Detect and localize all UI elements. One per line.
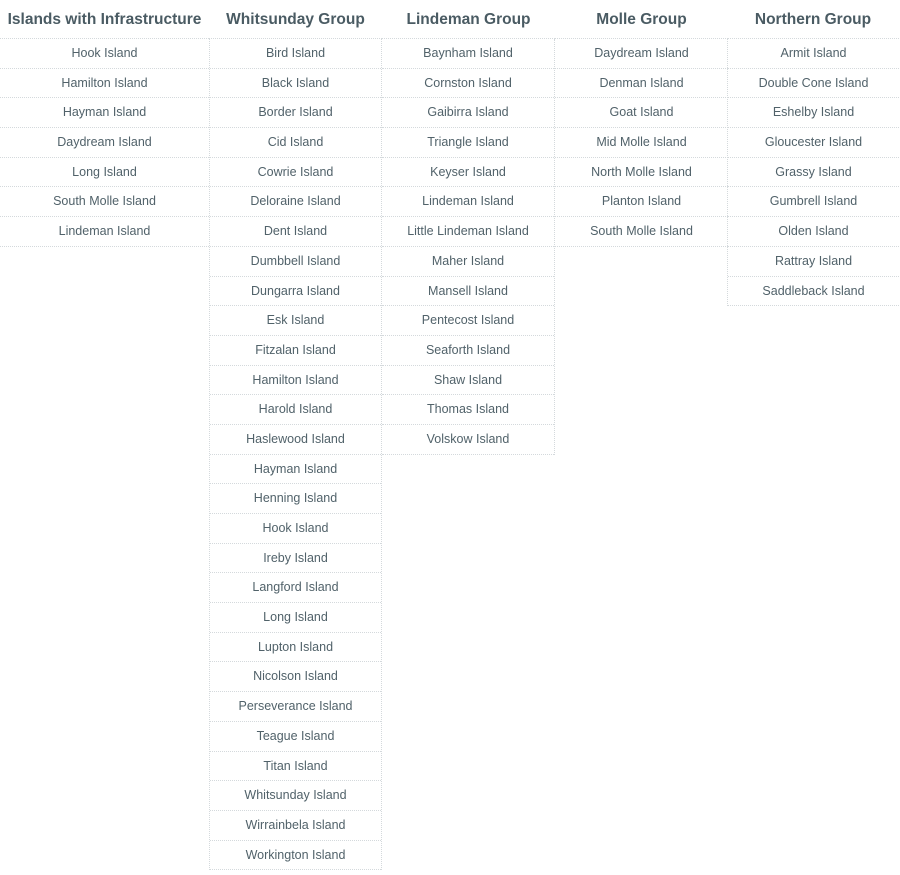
island-item[interactable]: Ireby Island xyxy=(210,544,381,574)
island-item[interactable]: Dent Island xyxy=(210,217,381,247)
island-item[interactable]: Olden Island xyxy=(728,217,899,247)
island-item[interactable]: Shaw Island xyxy=(382,366,554,396)
column-header: Molle Group xyxy=(555,0,728,39)
island-list xyxy=(0,39,209,247)
island-item[interactable]: Daydream Island xyxy=(555,39,728,69)
column-islands-with-infrastructure xyxy=(0,0,209,247)
island-item[interactable]: Henning Island xyxy=(210,484,381,514)
island-item[interactable]: Grassy Island xyxy=(728,158,899,188)
island-list xyxy=(727,39,899,306)
island-item[interactable]: Baynham Island xyxy=(382,39,554,69)
island-item[interactable]: Border Island xyxy=(210,98,381,128)
island-item[interactable]: Hamilton Island xyxy=(0,69,209,99)
island-item[interactable]: South Molle Island xyxy=(555,217,728,247)
island-item[interactable]: Daydream Island xyxy=(0,128,209,158)
island-item[interactable]: Whitsunday Island xyxy=(210,781,381,811)
island-item[interactable]: Cowrie Island xyxy=(210,158,381,188)
island-item[interactable]: Cid Island xyxy=(210,128,381,158)
island-item[interactable]: Lindeman Island xyxy=(0,217,209,247)
island-item[interactable]: Thomas Island xyxy=(382,395,554,425)
island-item[interactable]: Dungarra Island xyxy=(210,277,381,307)
island-item[interactable]: Black Island xyxy=(210,69,381,99)
island-item[interactable]: Lindeman Island xyxy=(382,187,554,217)
island-item[interactable]: Long Island xyxy=(0,158,209,188)
island-item[interactable]: Fitzalan Island xyxy=(210,336,381,366)
island-item[interactable]: Wirrainbela Island xyxy=(210,811,381,841)
column-molle-group xyxy=(555,0,728,247)
island-list xyxy=(555,39,728,247)
column-whitsunday-group xyxy=(209,0,382,870)
island-list xyxy=(209,39,382,870)
island-item[interactable]: Dumbbell Island xyxy=(210,247,381,277)
island-list xyxy=(382,39,555,455)
island-item[interactable]: Perseverance Island xyxy=(210,692,381,722)
island-item[interactable]: Teague Island xyxy=(210,722,381,752)
column-northern-group xyxy=(727,0,899,306)
island-item[interactable]: Hayman Island xyxy=(210,455,381,485)
island-item[interactable]: South Molle Island xyxy=(0,187,209,217)
island-item[interactable]: Hayman Island xyxy=(0,98,209,128)
island-item[interactable]: Cornston Island xyxy=(382,69,554,99)
column-lindeman-group xyxy=(382,0,555,455)
island-item[interactable]: Armit Island xyxy=(728,39,899,69)
island-item[interactable]: Esk Island xyxy=(210,306,381,336)
island-item[interactable]: Double Cone Island xyxy=(728,69,899,99)
island-item[interactable]: Keyser Island xyxy=(382,158,554,188)
island-item[interactable]: Maher Island xyxy=(382,247,554,277)
island-item[interactable]: Hamilton Island xyxy=(210,366,381,396)
island-item[interactable]: Harold Island xyxy=(210,395,381,425)
column-header: Lindeman Group xyxy=(382,0,555,39)
island-item[interactable]: Planton Island xyxy=(555,187,728,217)
island-item[interactable]: Workington Island xyxy=(210,841,381,871)
island-item[interactable]: Titan Island xyxy=(210,752,381,782)
island-item[interactable]: Eshelby Island xyxy=(728,98,899,128)
island-item[interactable]: Rattray Island xyxy=(728,247,899,277)
island-item[interactable]: Volskow Island xyxy=(382,425,554,455)
island-item[interactable]: North Molle Island xyxy=(555,158,728,188)
island-item[interactable]: Mansell Island xyxy=(382,277,554,307)
island-item[interactable]: Gloucester Island xyxy=(728,128,899,158)
island-item[interactable]: Deloraine Island xyxy=(210,187,381,217)
column-header: Islands with Infrastructure xyxy=(0,0,209,39)
column-header: Northern Group xyxy=(727,0,899,39)
island-item[interactable]: Triangle Island xyxy=(382,128,554,158)
island-item[interactable]: Lupton Island xyxy=(210,633,381,663)
island-item[interactable]: Langford Island xyxy=(210,573,381,603)
island-item[interactable]: Little Lindeman Island xyxy=(382,217,554,247)
island-item[interactable]: Gumbrell Island xyxy=(728,187,899,217)
island-item[interactable]: Haslewood Island xyxy=(210,425,381,455)
island-item[interactable]: Long Island xyxy=(210,603,381,633)
column-header: Whitsunday Group xyxy=(209,0,382,39)
island-item[interactable]: Gaibirra Island xyxy=(382,98,554,128)
island-item[interactable]: Hook Island xyxy=(210,514,381,544)
island-item[interactable]: Bird Island xyxy=(210,39,381,69)
island-item[interactable]: Hook Island xyxy=(0,39,209,69)
island-item[interactable]: Pentecost Island xyxy=(382,306,554,336)
island-item[interactable]: Saddleback Island xyxy=(728,277,899,307)
island-item[interactable]: Denman Island xyxy=(555,69,728,99)
island-item[interactable]: Nicolson Island xyxy=(210,662,381,692)
island-item[interactable]: Goat Island xyxy=(555,98,728,128)
island-item[interactable]: Mid Molle Island xyxy=(555,128,728,158)
island-item[interactable]: Seaforth Island xyxy=(382,336,554,366)
